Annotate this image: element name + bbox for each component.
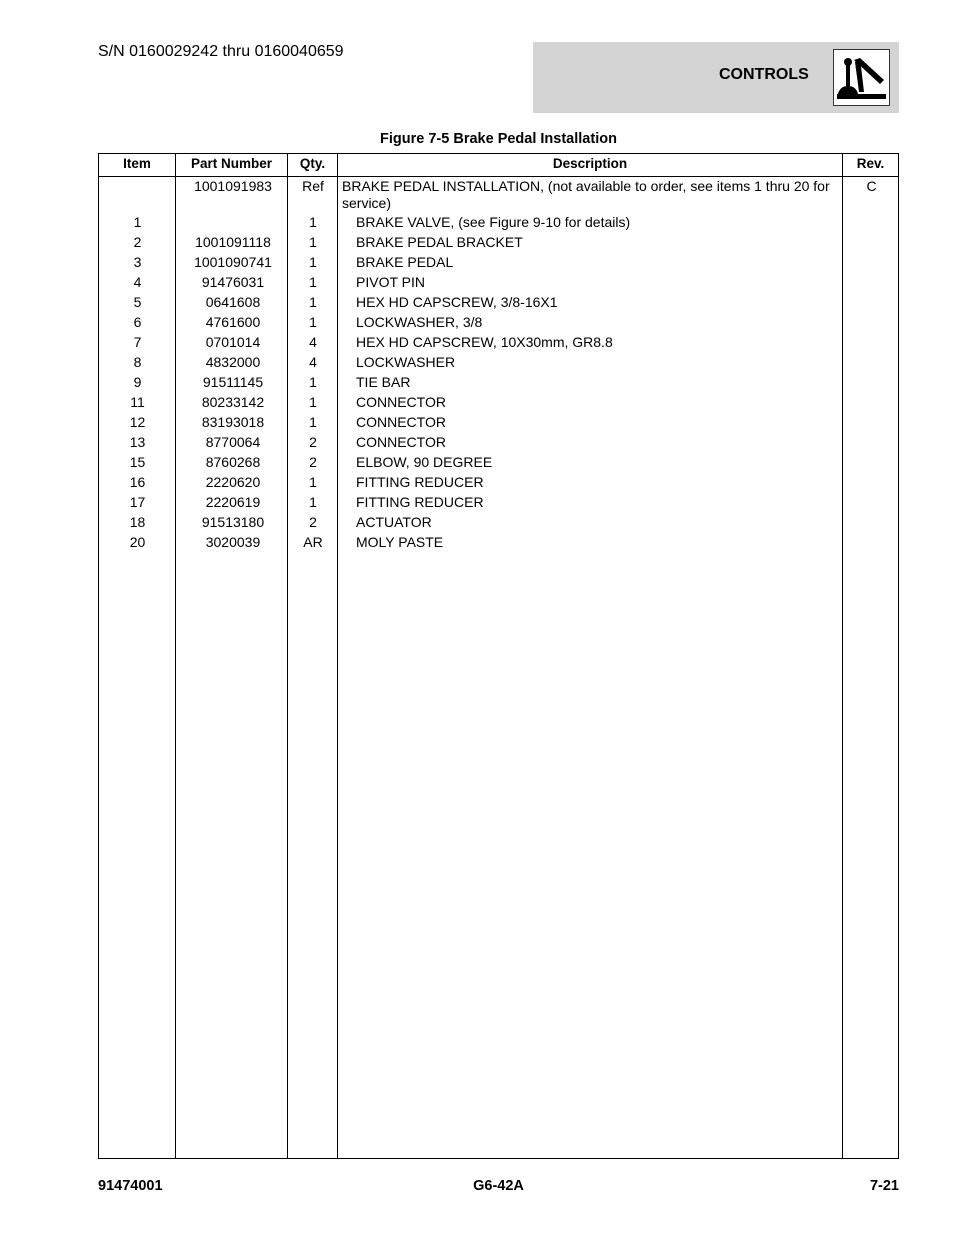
- item-cell: 16: [129, 474, 146, 490]
- qty-cell: 1: [309, 494, 317, 510]
- part-number-cell: 4832000: [205, 354, 261, 370]
- item-cell: 15: [129, 454, 146, 470]
- section-header: [533, 42, 899, 113]
- part-number-cell: 1001091983: [194, 178, 272, 194]
- item-cell: 2: [133, 234, 142, 250]
- qty-cell: AR: [303, 534, 323, 550]
- table-row: [99, 332, 898, 352]
- part-number-cell: 91511145: [202, 374, 264, 390]
- qty-cell: 1: [309, 474, 317, 490]
- qty-cell: 1: [309, 414, 317, 430]
- qty-cell: Ref: [302, 178, 324, 194]
- part-number-cell: 1001091118: [195, 234, 271, 250]
- item-cell: 20: [129, 534, 146, 550]
- table-row: [99, 372, 898, 392]
- table-row: [99, 392, 898, 412]
- column-header-description: Description: [552, 156, 628, 171]
- description-cell: ACTUATOR: [356, 514, 432, 530]
- part-number-cell: 91513180: [201, 514, 265, 530]
- table-row: [99, 472, 898, 492]
- description-cell: CONNECTOR: [356, 434, 446, 450]
- serial-range: S/N 0160029242 thru 0160040659: [98, 43, 344, 60]
- model-number: G6-42A: [473, 1178, 524, 1194]
- part-number-cell: 83193018: [201, 414, 265, 430]
- part-number-cell: 3020039: [205, 534, 261, 550]
- part-number-cell: 2220620: [205, 474, 261, 490]
- description-cell: TIE BAR: [356, 374, 411, 390]
- item-cell: 8: [133, 354, 142, 370]
- table-row: [99, 512, 898, 532]
- part-number-cell: 4761600: [205, 314, 261, 330]
- item-cell: 7: [133, 334, 142, 350]
- description-cell: LOCKWASHER: [356, 354, 456, 370]
- description-cell: BRAKE PEDAL BRACKET: [356, 234, 523, 250]
- description-cell: CONNECTOR: [356, 394, 446, 410]
- table-row: [99, 432, 898, 452]
- description-cell: LOCKWASHER, 3/8: [356, 314, 483, 330]
- item-cell: 13: [129, 434, 146, 450]
- parts-table: [98, 153, 899, 1159]
- page-number: 7-21: [869, 1178, 899, 1194]
- section-title: CONTROLS: [719, 66, 809, 83]
- qty-cell: 1: [309, 294, 317, 310]
- item-cell: 1: [133, 214, 142, 230]
- qty-cell: 1: [309, 254, 317, 270]
- part-number-cell: 1001090741: [194, 254, 272, 270]
- item-cell: 12: [129, 414, 146, 430]
- table-row: [99, 212, 898, 232]
- item-cell: 4: [133, 274, 142, 290]
- description-cell: CONNECTOR: [356, 414, 446, 430]
- item-cell: 3: [133, 254, 142, 270]
- part-number-cell: 8770064: [205, 434, 261, 450]
- column-header-item: Item: [123, 156, 151, 171]
- qty-cell: 1: [309, 314, 317, 330]
- table-row: [99, 412, 898, 432]
- table-row: [99, 232, 898, 252]
- qty-cell: 2: [309, 454, 317, 470]
- table-row: [99, 272, 898, 292]
- qty-cell: 2: [309, 434, 317, 450]
- table-body: [99, 176, 898, 552]
- item-cell: 6: [133, 314, 142, 330]
- part-number-cell: 80233142: [201, 394, 265, 410]
- description-cell: HEX HD CAPSCREW, 3/8-16X1: [356, 294, 558, 310]
- qty-cell: 1: [309, 394, 317, 410]
- table-row: [99, 292, 898, 312]
- qty-cell: 2: [309, 514, 317, 530]
- qty-cell: 1: [309, 274, 317, 290]
- item-cell: 9: [133, 374, 142, 390]
- part-number-cell: 0701014: [205, 334, 261, 350]
- part-number-cell: 8760268: [205, 454, 261, 470]
- qty-cell: 4: [309, 334, 317, 350]
- joystick-controls-icon: [833, 49, 890, 106]
- description-cell: FITTING REDUCER: [356, 494, 484, 510]
- description-cell: FITTING REDUCER: [356, 474, 484, 490]
- table-row: [99, 452, 898, 472]
- table-row: [99, 252, 898, 272]
- part-number-cell: 2220619: [205, 494, 261, 510]
- qty-cell: 1: [309, 234, 317, 250]
- item-cell: 18: [129, 514, 146, 530]
- part-number-cell: 0641608: [205, 294, 261, 310]
- description-cell: BRAKE VALVE, (see Figure 9-10 for details): [356, 214, 631, 230]
- table-row: [99, 532, 898, 552]
- column-header-qty: Qty.: [299, 156, 326, 171]
- description-cell: ELBOW, 90 DEGREE: [356, 454, 493, 470]
- figure-title: Figure 7-5 Brake Pedal Installation: [380, 131, 617, 147]
- doc-number: 91474001: [98, 1178, 163, 1194]
- qty-cell: 1: [309, 214, 317, 230]
- description-cell: HEX HD CAPSCREW, 10X30mm, GR8.8: [356, 334, 613, 350]
- table-row: [99, 312, 898, 332]
- column-header-part-number: Part Number: [190, 156, 273, 171]
- qty-cell: 4: [309, 354, 317, 370]
- description-cell: PIVOT PIN: [356, 274, 425, 290]
- table-row: [99, 492, 898, 512]
- qty-cell: 1: [309, 374, 317, 390]
- table-row: [99, 352, 898, 372]
- rev-cell: C: [866, 178, 877, 194]
- description-cell: BRAKE PEDAL: [356, 254, 454, 270]
- description-cell: BRAKE PEDAL INSTALLATION, (not available to order, see items 1 thru 20 for service): [342, 178, 830, 211]
- item-cell: 5: [133, 294, 142, 310]
- part-number-cell: 91476031: [201, 274, 265, 290]
- table-row: [99, 176, 898, 212]
- item-cell: 11: [130, 394, 145, 410]
- item-cell: 17: [129, 494, 146, 510]
- description-cell: MOLY PASTE: [356, 534, 444, 550]
- column-header-rev: Rev.: [856, 156, 885, 171]
